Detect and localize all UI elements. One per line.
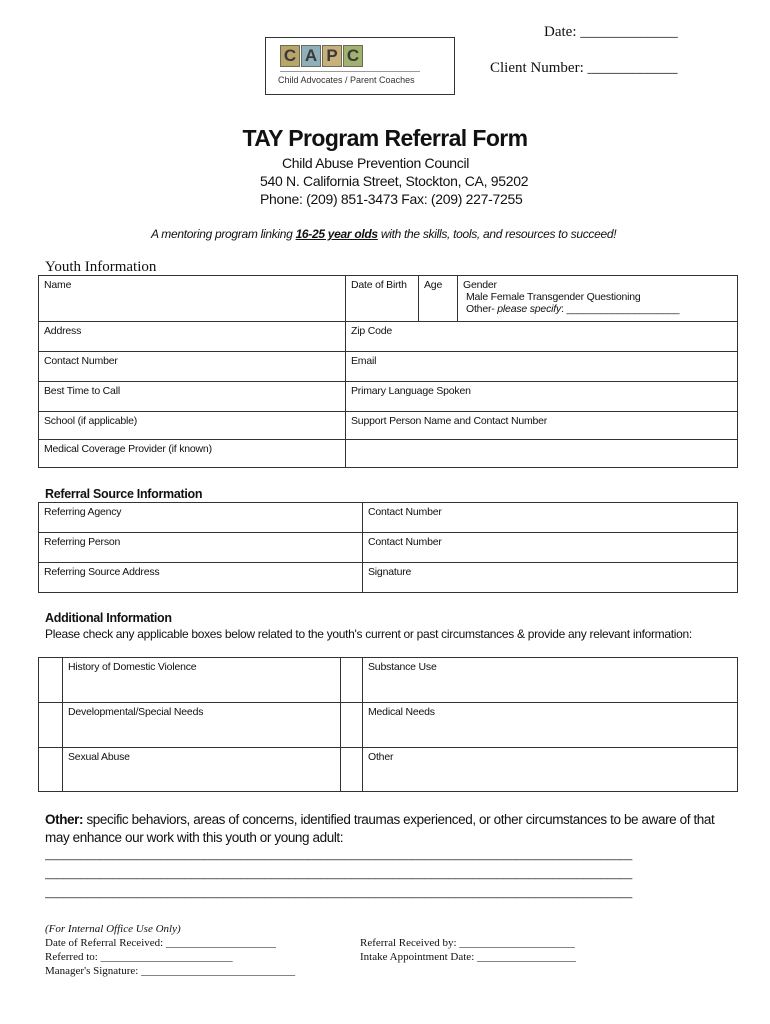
address-field[interactable]: Address bbox=[39, 322, 346, 352]
form-title: TAY Program Referral Form bbox=[242, 125, 528, 151]
org-phone: Phone: (209) 851-3473 Fax: (209) 227-7255 bbox=[260, 191, 523, 207]
referral-heading: Referral Source Information bbox=[45, 487, 203, 501]
source-address-field[interactable]: Referring Source Address bbox=[39, 563, 363, 593]
other-notes-line-3[interactable]: ________________________________________________________________________________________________ bbox=[45, 887, 633, 899]
logo-subtitle: Child Advocates / Parent Coaches bbox=[278, 75, 415, 85]
org-address: 540 N. California Street, Stockton, CA, 95202 bbox=[260, 173, 529, 189]
date-field[interactable]: Date: _____________ bbox=[544, 24, 678, 40]
developmental-needs-label: Developmental/Special Needs bbox=[63, 703, 341, 748]
referred-to-field[interactable]: Referred to: ________________________ bbox=[45, 951, 233, 963]
contact-number-field[interactable]: Contact Number bbox=[39, 352, 346, 382]
substance-use-label: Substance Use bbox=[363, 658, 738, 703]
best-time-field[interactable]: Best Time to Call bbox=[39, 382, 346, 412]
medical-coverage-blank[interactable] bbox=[346, 440, 738, 468]
other-label: Other bbox=[363, 748, 738, 792]
age-field[interactable]: Age bbox=[419, 276, 458, 322]
received-by-field[interactable]: Referral Received by: _____________________ bbox=[360, 937, 575, 949]
age-range-emphasis: 16-25 year olds bbox=[295, 227, 378, 241]
youth-info-heading: Youth Information bbox=[45, 259, 157, 275]
logo-block-c-3: C bbox=[343, 45, 363, 67]
checkbox-developmental-needs[interactable] bbox=[39, 703, 63, 748]
checkbox-domestic-violence[interactable] bbox=[39, 658, 63, 703]
person-contact-field[interactable]: Contact Number bbox=[363, 533, 738, 563]
manager-signature-field[interactable]: Manager's Signature: ____________________________ bbox=[45, 965, 296, 977]
intake-date-field[interactable]: Intake Appointment Date: __________________ bbox=[360, 951, 576, 963]
other-notes-line-2[interactable]: ________________________________________________________________________________________________ bbox=[45, 868, 633, 880]
agency-contact-field[interactable]: Contact Number bbox=[363, 503, 738, 533]
other-description-line2: may enhance our work with this youth or young adult: bbox=[45, 830, 344, 845]
youth-info-table bbox=[38, 275, 738, 468]
domestic-violence-label: History of Domestic Violence bbox=[63, 658, 341, 703]
gender-other: Other- please specify: ____________________ bbox=[466, 303, 680, 315]
email-field[interactable]: Email bbox=[346, 352, 738, 382]
checkbox-medical-needs[interactable] bbox=[341, 703, 363, 748]
gender-options: Male Female Transgender Questioning bbox=[466, 291, 641, 303]
capc-logo bbox=[265, 37, 455, 95]
checkbox-other[interactable] bbox=[341, 748, 363, 792]
referring-agency-field[interactable]: Referring Agency bbox=[39, 503, 363, 533]
sexual-abuse-label: Sexual Abuse bbox=[63, 748, 341, 792]
checkbox-sexual-abuse[interactable] bbox=[39, 748, 63, 792]
gender-field[interactable]: Gender Male Female Transgender Questioning Other- please specify: ____________________ bbox=[458, 276, 738, 322]
logo-block-c-0: C bbox=[280, 45, 300, 67]
office-use-heading: (For Internal Office Use Only) bbox=[45, 923, 181, 935]
referring-person-field[interactable]: Referring Person bbox=[39, 533, 363, 563]
additional-heading: Additional Information bbox=[45, 611, 172, 625]
logo-block-p-2: P bbox=[322, 45, 342, 67]
medical-needs-label: Medical Needs bbox=[363, 703, 738, 748]
checkbox-substance-use[interactable] bbox=[341, 658, 363, 703]
medical-coverage-field[interactable]: Medical Coverage Provider (if known) bbox=[39, 440, 346, 468]
dob-field[interactable]: Date of Birth bbox=[346, 276, 419, 322]
zip-field[interactable]: Zip Code bbox=[346, 322, 738, 352]
client-number-field[interactable]: Client Number: ____________ bbox=[490, 60, 678, 76]
name-field[interactable]: Name bbox=[39, 276, 346, 322]
tagline: A mentoring program linking 16-25 year olds with the skills, tools, and resources to succeed! bbox=[151, 227, 617, 241]
date-received-field[interactable]: Date of Referral Received: ____________________ bbox=[45, 937, 276, 949]
support-person-field[interactable]: Support Person Name and Contact Number bbox=[346, 412, 738, 440]
logo-block-a-1: A bbox=[301, 45, 321, 67]
signature-field[interactable]: Signature bbox=[363, 563, 738, 593]
other-description: Other: specific behaviors, areas of concerns, identified traumas experienced, or other circumstances to be aware of that bbox=[45, 812, 715, 827]
circumstances-table bbox=[38, 657, 738, 792]
other-notes-line-1[interactable]: ________________________________________________________________________________________________ bbox=[45, 849, 633, 861]
other-label-bold: Other: bbox=[45, 812, 84, 827]
referral-table bbox=[38, 502, 738, 593]
org-name: Child Abuse Prevention Council bbox=[282, 155, 470, 171]
additional-instructions: Please check any applicable boxes below related to the youth's current or past circumstances & provide any relevant information: bbox=[45, 627, 692, 641]
school-field[interactable]: School (if applicable) bbox=[39, 412, 346, 440]
language-field[interactable]: Primary Language Spoken bbox=[346, 382, 738, 412]
